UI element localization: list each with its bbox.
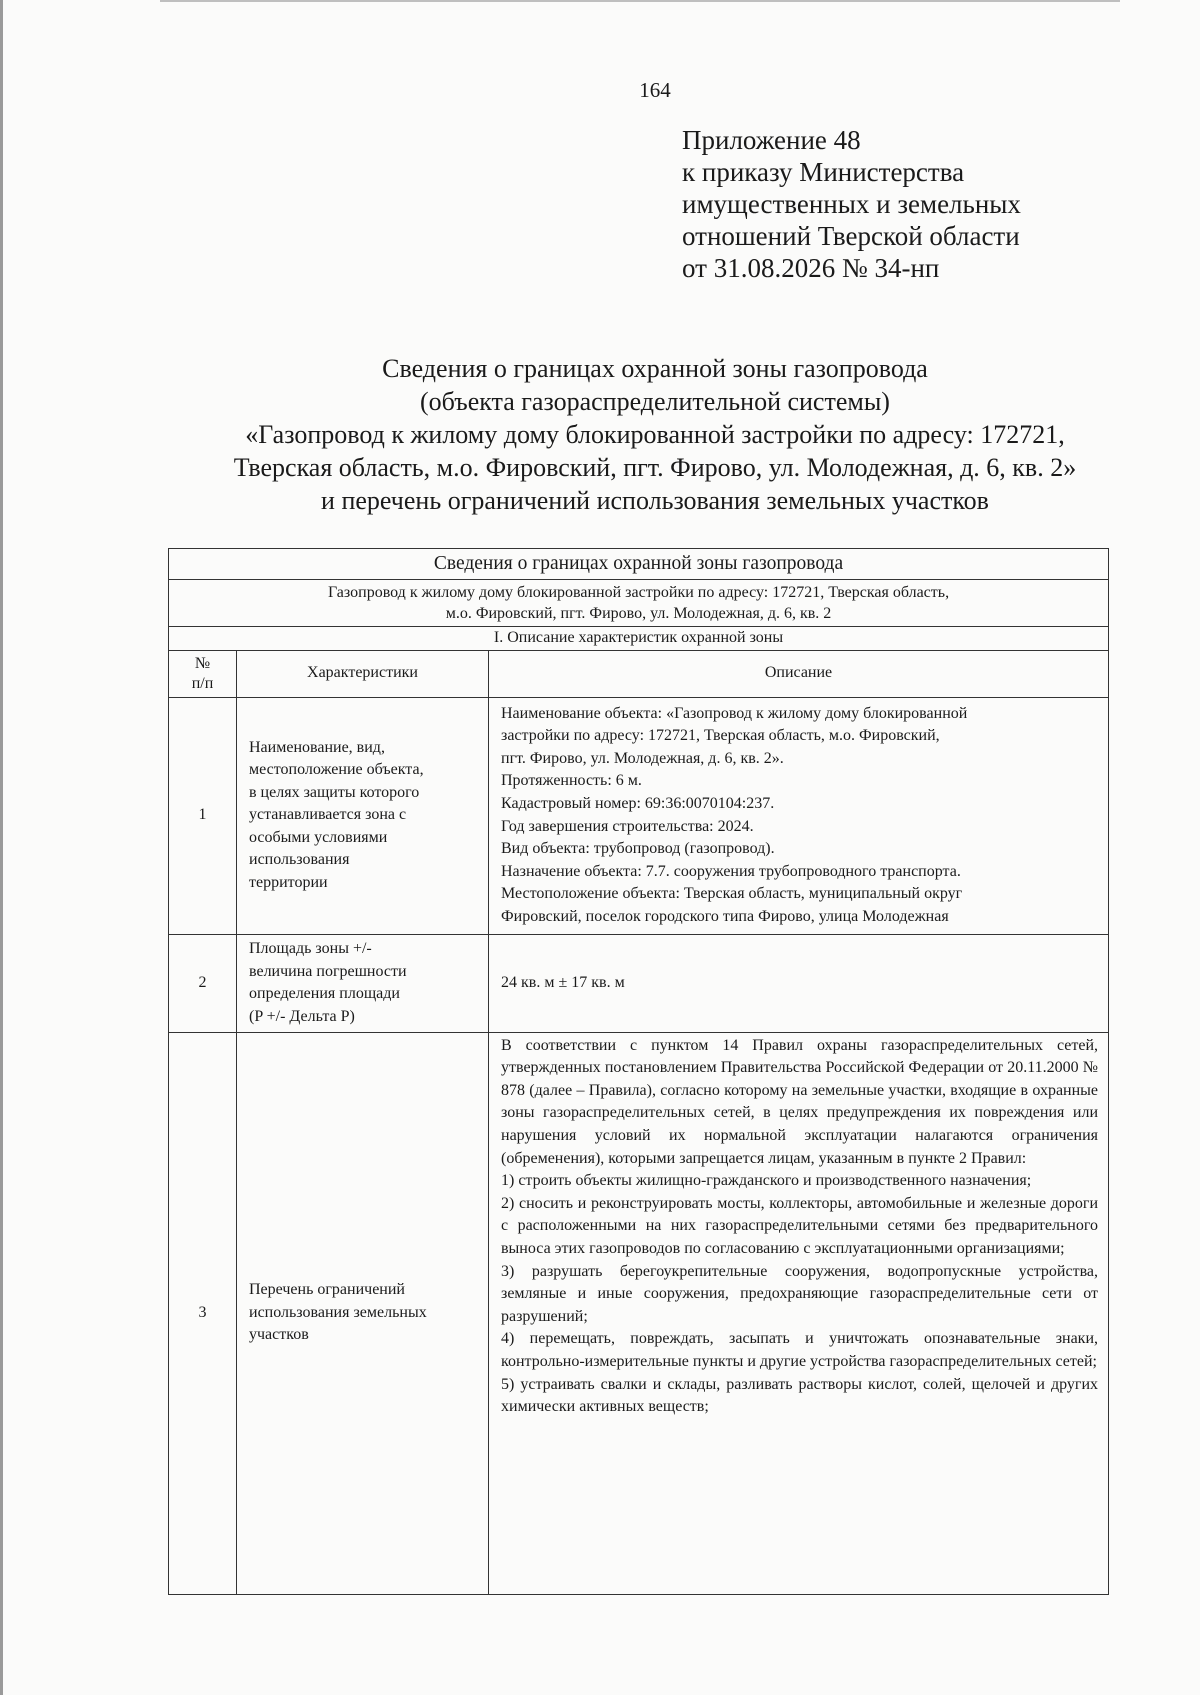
row-description <box>489 697 1109 934</box>
protection-zone-table <box>168 548 1109 1595</box>
characteristic-line: использования земельных <box>249 1303 427 1321</box>
appendix-line: от 31.08.2026 № 34-нп <box>682 253 940 283</box>
restriction-item: 2) сносить и реконструировать мосты, коллекторы, автомобильные и железные дороги с расположенными на них газораспределительными сетями без предварительного выноса этих газопроводов по согласованию с эксплуатационными организациями; <box>501 1194 1099 1257</box>
description-line: Наименование объекта: «Газопровод к жилому дому блокированной <box>501 704 968 722</box>
document-title <box>150 352 1160 517</box>
description-line: пгт. Фирово, ул. Молодежная, д. 6, кв. 2». <box>501 749 784 767</box>
page-number: 164 <box>639 78 671 102</box>
characteristic-line: Наименование, вид, <box>249 738 385 756</box>
characteristic-line: Площадь зоны +/- <box>249 939 372 957</box>
section-title: I. Описание характеристик охранной зоны <box>169 627 1109 651</box>
description-line: Фировский, поселок городского типа Фирово, улица Молодежная <box>501 907 949 925</box>
object-name-line: Газопровод к жилому дому блокированной застройки по адресу: 172721, Тверская область, <box>327 584 950 601</box>
description-line: Год завершения строительства: 2024. <box>501 817 754 835</box>
scan-left-edge <box>0 0 3 1695</box>
table-row <box>169 934 1109 1032</box>
row-number: 1 <box>169 697 237 934</box>
column-header-characteristics: Характеристики <box>237 650 489 697</box>
table-header: Сведения о границах охранной зоны газопровода <box>169 549 1109 580</box>
row-characteristic <box>237 1032 489 1594</box>
title-line: (объекта газораспределительной системы) <box>420 387 890 416</box>
appendix-line: к приказу Министерства <box>682 157 965 187</box>
column-header-description: Описание <box>489 650 1109 697</box>
appendix-line: имущественных и земельных <box>682 189 1021 219</box>
appendix-reference <box>682 124 1021 284</box>
object-name-line: м.о. Фировский, пгт. Фирово, ул. Молодежная, д. 6, кв. 2 <box>445 605 832 622</box>
column-header-number-line: п/п <box>191 674 214 692</box>
restriction-item: 5) устраивать свалки и склады, разливать растворы кислот, солей, щелочей и других химически активных веществ; <box>501 1375 1099 1416</box>
column-header-number-line: № <box>194 654 211 672</box>
characteristic-line: устанавливается зона с <box>249 806 407 824</box>
table-row <box>169 1032 1109 1594</box>
characteristic-line: особыми условиями <box>249 828 388 846</box>
scan-top-edge <box>160 0 1120 2</box>
row-number: 3 <box>169 1032 237 1594</box>
description-line: Протяженность: 6 м. <box>501 772 642 790</box>
title-line: и перечень ограничений использования земельных участков <box>321 486 989 515</box>
characteristic-line: участков <box>249 1326 309 1344</box>
title-line: Сведения о границах охранной зоны газопровода <box>382 354 928 383</box>
area-value: 24 кв. м ± 17 кв. м <box>489 934 1109 1032</box>
table-row <box>169 697 1109 934</box>
row-characteristic <box>237 697 489 934</box>
column-header-number <box>169 650 237 697</box>
characteristic-line: Перечень ограничений <box>249 1281 405 1299</box>
characteristic-line: использования <box>249 851 350 869</box>
description-line: Вид объекта: трубопровод (газопровод). <box>501 840 775 858</box>
characteristic-line: (P +/- Дельта P) <box>249 1007 355 1025</box>
characteristic-line: в целях защиты которого <box>249 783 420 801</box>
title-line: Тверская область, м.о. Фировский, пгт. Фирово, ул. Молодежная, д. 6, кв. 2» <box>233 453 1077 482</box>
object-name-cell <box>169 580 1109 627</box>
restriction-item: 1) строить объекты жилищно-гражданского и производственного назначения; <box>501 1172 1032 1190</box>
appendix-line: отношений Тверской области <box>682 221 1020 251</box>
restrictions-list <box>489 1032 1109 1594</box>
characteristic-line: местоположение объекта, <box>249 761 424 779</box>
characteristic-line: величина погрешности <box>249 962 407 980</box>
description-line: застройки по адресу: 172721, Тверская область, м.о. Фировский, <box>501 727 940 745</box>
appendix-line: Приложение 48 <box>682 125 861 155</box>
characteristic-line: территории <box>249 874 328 892</box>
row-number: 2 <box>169 934 237 1032</box>
row-characteristic <box>237 934 489 1032</box>
description-line: Назначение объекта: 7.7. сооружения трубопроводного транспорта. <box>501 862 961 880</box>
description-line: Местоположение объекта: Тверская область, муниципальный округ <box>501 885 963 903</box>
restriction-item: 3) разрушать берегоукрепительные сооружения, водопропускные устройства, земляные и иные сооружения, предохраняющие газораспределительные сети от разрушений; <box>501 1262 1099 1325</box>
restriction-paragraph: В соответствии с пунктом 14 Правил охраны газораспределительных сетей, утвержденных постановлением Правительства Российской Федерации от 20.11.2000 № 878 (далее – Правила), согласно которому на земельные участки, входящие в охранные зоны газораспределительных сетей, в целях предупреждения их повреждения или нарушения условий их нормальной эксплуатации налагаются ограничения (обременения), которыми запрещается лицам, указанным в пункте 2 Правил: <box>501 1036 1099 1167</box>
restriction-item: 4) перемещать, повреждать, засыпать и уничтожать опознавательные знаки, контрольно-измерительные пункты и другие устройства газораспределительных сетей; <box>501 1330 1099 1370</box>
characteristic-line: определения площади <box>249 985 400 1003</box>
title-line: «Газопровод к жилому дому блокированной застройки по адресу: 172721, <box>245 420 1065 449</box>
description-line: Кадастровый номер: 69:36:0070104:237. <box>501 795 775 812</box>
